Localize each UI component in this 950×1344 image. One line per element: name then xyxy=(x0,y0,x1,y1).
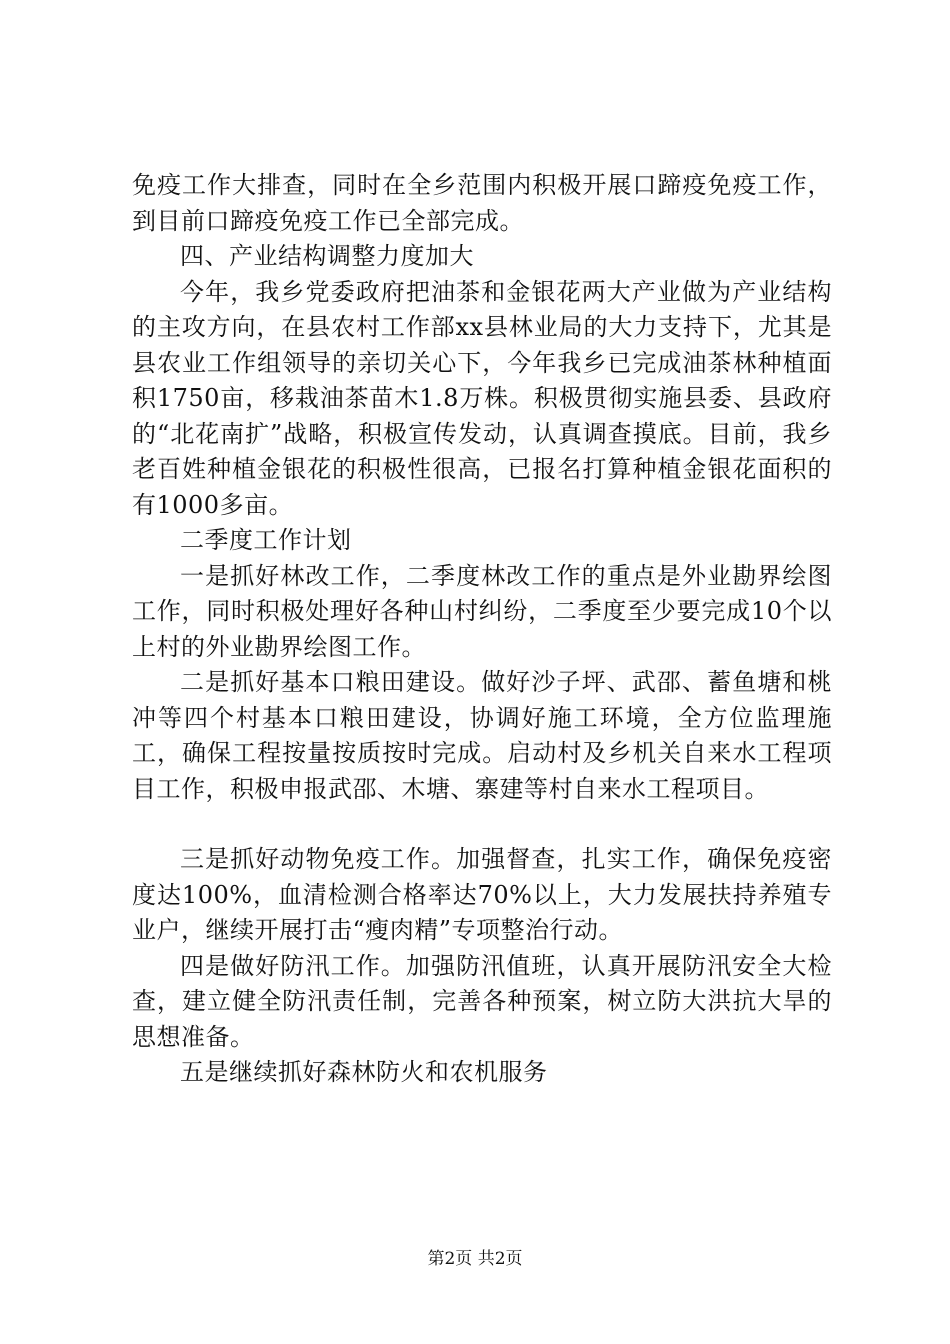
paragraph-plan-2: 二是抓好基本口粮田建设。做好沙子坪、武邵、蓄鱼塘和桃冲等四个村基本口粮田建设，协调好施工环境，全方位监理施工，确保工程按量按质按时完成。启动村及乡机关自来水工程项目工作，积极申报武邵、木塘、寨建等村自来水工程项目。 xyxy=(132,668,832,803)
paragraph-plan-3: 三是抓好动物免疫工作。加强督查，扎实工作，确保免疫密度达100%，血清检测合格率达70%以上，大力发展扶持养殖专业户，继续开展打击“瘦肉精”专项整治行动。 xyxy=(132,845,832,944)
document-body xyxy=(132,168,832,1091)
paragraph-continuation: 免疫工作大排查，同时在全乡范围内积极开展口蹄疫免疫工作，到目前口蹄疫免疫工作已全部完成。 xyxy=(132,171,832,235)
section-heading-industry: 四、产业结构调整力度加大 xyxy=(180,242,474,270)
page-footer: 第2页 共2页 xyxy=(427,1249,523,1269)
paragraph-plan-5: 五是继续抓好森林防火和农机服务 xyxy=(180,1058,548,1086)
paragraph-plan-1: 一是抓好林改工作，二季度林改工作的重点是外业勘界绘图工作，同时积极处理好各种山村纠纷，二季度至少要完成10个以上村的外业勘界绘图工作。 xyxy=(132,561,832,661)
paragraph-plan-4: 四是做好防汛工作。加强防汛值班，认真开展防汛安全大检查，建立健全防汛责任制，完善各种预案，树立防大洪抗大旱的思想准备。 xyxy=(132,951,832,1051)
section-heading-plan: 二季度工作计划 xyxy=(180,526,352,554)
paragraph-industry: 今年，我乡党委政府把油茶和金银花两大产业做为产业结构的主攻方向，在县农村工作部xx县林业局的大力支持下，尤其是县农业工作组领导的亲切关心下，今年我乡已完成油茶林种植面积1750亩，移栽油茶苗木1.8万株。积极贯彻实施县委、县政府的“北花南扩”战略，积极宣传发动，认真调查摸底。目前，我乡老百姓种植金银花的积极性很高，已报名打算种植金银花面积的有1000多亩。 xyxy=(132,277,832,519)
